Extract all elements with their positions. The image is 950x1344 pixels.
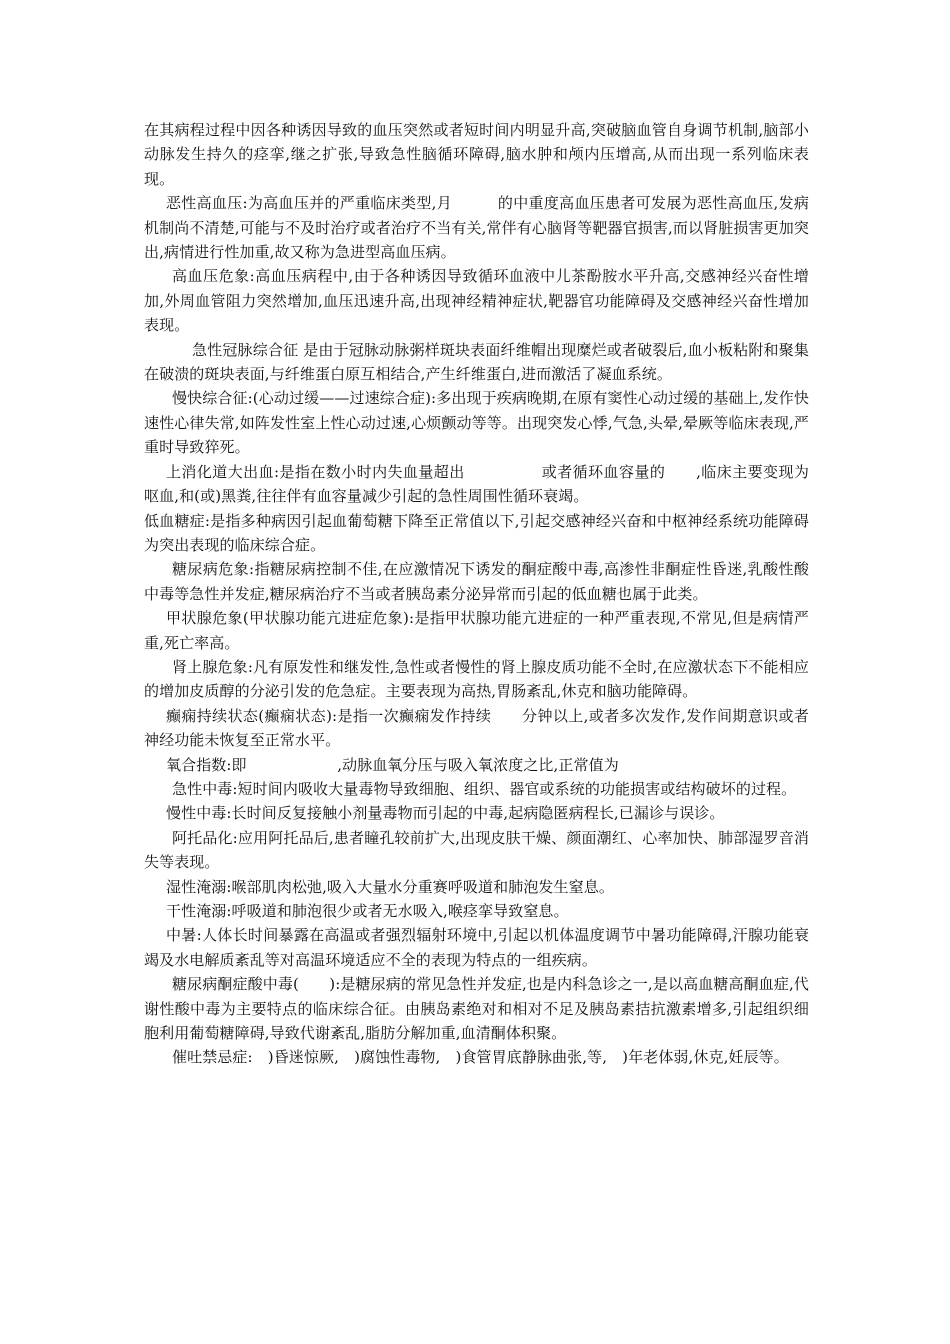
paragraph: 上消化道大出血:是指在数小时内失血量超出 或者循环血容量的 ,临床主要变现为呕血,和(或)黑粪,往往伴有血容量减少引起的急性周围性循环衰竭。	[144, 462, 809, 506]
paragraph: 阿托品化:应用阿托品后,患者瞳孔较前扩大,出现皮肤干燥、颜面潮红、心率加快、肺部湿罗音消失等表现。	[144, 828, 809, 872]
paragraph: 癫痫持续状态(癫痫状态):是指一次癫痫发作持续 分钟以上,或者多次发作,发作间期意识或者神经功能未恢复至正常水平。	[144, 706, 809, 750]
paragraph: 慢快综合征:(心动过缓——过速综合症):多出现于疾病晚期,在原有窦性心动过缓的基础上,发作快速性心律失常,如阵发性室上性心动过速,心烦颤动等等。出现突发心悸,气急,头晕,晕厥等临床表现,严重时导致猝死。	[144, 389, 809, 457]
paragraph: 干性淹溺:呼吸道和肺泡很少或者无水吸入,喉痉挛导致窒息。	[166, 902, 569, 920]
paragraph: 在其病程过程中因各种诱因导致的血压突然或者短时间内明显升高,突破脑血管自身调节机制,脑部小动脉发生持久的痉挛,继之扩张,导致急性脑循环障碍,脑水肿和颅内压增高,从而出现一系列临床表现。	[144, 121, 809, 188]
paragraph: 糖尿病酮症酸中毒( ):是糖尿病的常见急性并发症,也是内科急诊之一,是以高血糖高酮血症,代谢性酸中毒为主要特点的临床综合征。由胰岛素绝对和相对不足及胰岛素拮抗激素增多,引起组织细胞利用葡萄糖障碍,导致代谢紊乱,脂肪分解加重,血清酮体积聚。	[144, 975, 809, 1043]
paragraph: 湿性淹溺:喉部肌肉松弛,吸入大量水分重赛呼吸道和肺泡发生窒息。	[166, 877, 614, 896]
paragraph: 恶性高血压:为高血压并的严重临床类型,月 的中重度高血压患者可发展为恶性高血压,发病机制尚不清楚,可能与不及时治疗或者治疗不当有关,常伴有心脑肾等靶器官损害,而以肾脏损害更加突出,病情进行性加重,故又称为急进型高血压病。	[144, 194, 809, 262]
paragraph: 糖尿病危象:指糖尿病控制不佳,在应激情况下诱发的酮症酸中毒,高渗性非酮症性昏迷,乳酸性酸中毒等急性并发症,糖尿病治疗不当或者胰岛素分泌异常而引起的低血糖也属于此类。	[144, 560, 809, 603]
paragraph: 氧合指数:即 ,动脉血氧分压与吸入氧浓度之比,正常值为	[166, 755, 619, 774]
paragraph: 急性冠脉综合征 是由于冠脉动脉粥样斑块表面纤维帽出现糜烂或者破裂后,血小板粘附和聚集在破溃的斑块表面,与纤维蛋白原互相结合,产生纤维蛋白,进而激活了凝血系统。	[144, 340, 809, 384]
paragraph: 中暑:人体长时间暴露在高温或者强烈辐射环境中,引起以机体温度调节中暑功能障碍,汗腺功能衰竭及水电解质紊乱等对高温环境适应不全的表现为特点的一组疾病。	[144, 926, 809, 969]
paragraph: 肾上腺危象:凡有原发性和继发性,急性或者慢性的肾上腺皮质功能不全时,在应激状态下不能相应的增加皮质醇的分泌引发的危急症。主要表现为高热,胃肠紊乱,休克和脑功能障碍。	[144, 657, 809, 701]
paragraph: 急性中毒:短时间内吸收大量毒物导致细胞、组织、器官或系统的功能损害或结构破坏的过程。	[172, 779, 797, 798]
document-body	[144, 118, 809, 1070]
paragraph: 催吐禁忌症: )昏迷惊厥, )腐蚀性毒物, )食管胃底静脉曲张,等, )年老体弱,休克,妊辰等。	[172, 1048, 789, 1067]
paragraph: 高血压危象:高血压病程中,由于各种诱因导致循环血液中儿茶酚胺水平升高,交感神经兴奋性增加,外周血管阻力突然增加,血压迅速升高,出现神经精神症状,靶器官功能障碍及交感神经兴奋性增加表现。	[144, 267, 809, 335]
paragraph: 低血糖症:是指多种病因引起血葡萄糖下降至正常值以下,引起交感神经兴奋和中枢神经系统功能障碍为突出表现的临床综合症。	[144, 511, 809, 554]
paragraph: 甲状腺危象(甲状腺功能亢进症危象):是指甲状腺功能亢进症的一种严重表现,不常见,但是病情严重,死亡率高。	[144, 609, 809, 652]
paragraph: 慢性中毒:长时间反复接触小剂量毒物而引起的中毒,起病隐匿病程长,已漏诊与误诊。	[166, 804, 725, 823]
